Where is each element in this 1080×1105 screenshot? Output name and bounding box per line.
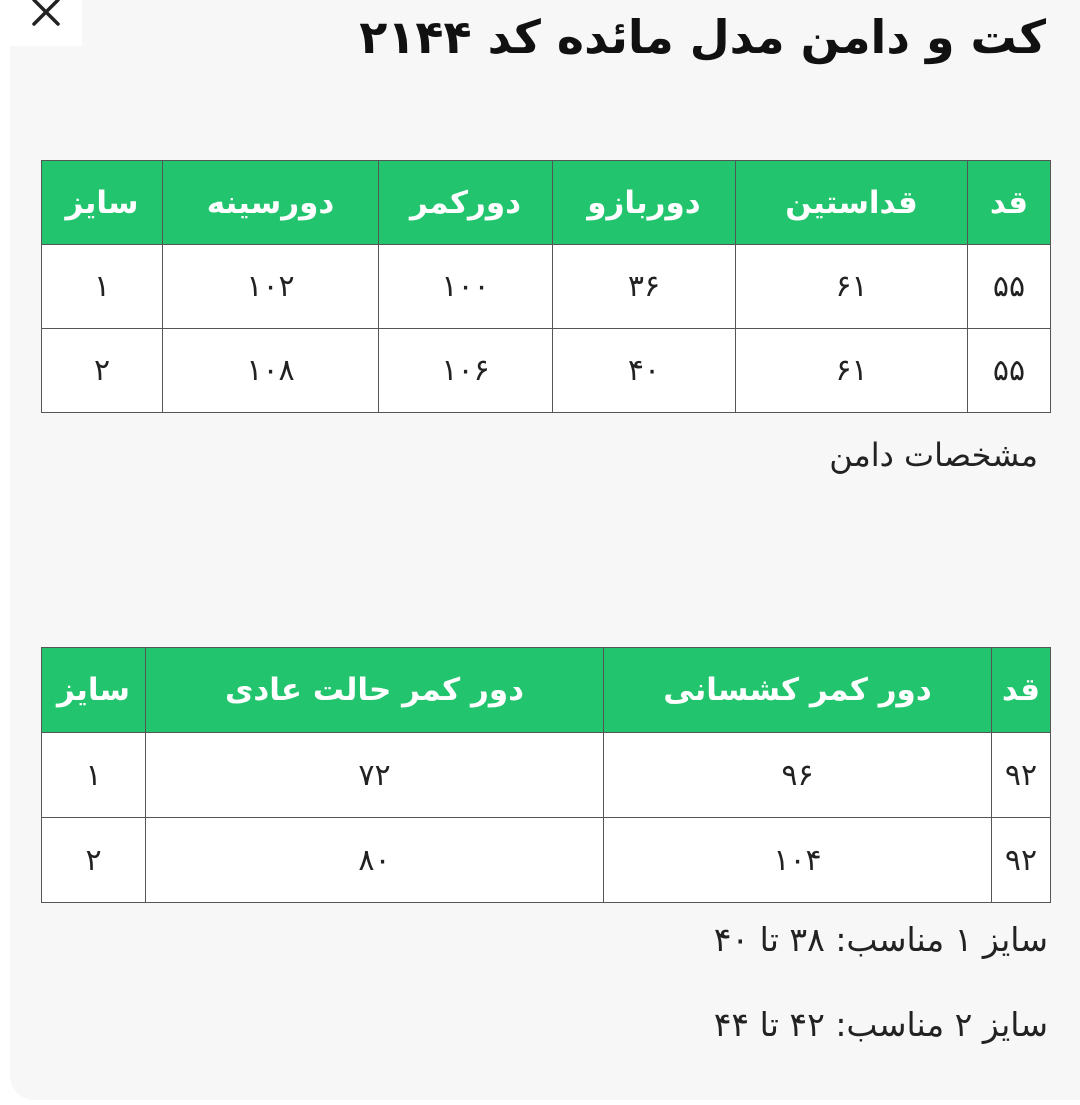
close-icon <box>28 0 64 30</box>
cell-arm-circumference: ۳۶ <box>553 245 736 329</box>
cell-elastic-waist: ۱۰۴ <box>604 818 992 903</box>
cell-size: ۲ <box>42 329 163 413</box>
table-header-row <box>42 648 1051 733</box>
header-waist: دورکمر <box>379 161 553 245</box>
cell-size: ۱ <box>42 245 163 329</box>
skirt-size-table <box>41 647 1051 903</box>
cell-waist: ۱۰۰ <box>379 245 553 329</box>
header-length: قد <box>992 648 1051 733</box>
cell-chest: ۱۰۸ <box>163 329 379 413</box>
header-elastic-waist: دور کمر کشسانی <box>604 648 992 733</box>
table-row <box>42 329 1051 413</box>
cell-size: ۲ <box>42 818 146 903</box>
header-chest: دورسینه <box>163 161 379 245</box>
skirt-specs-heading: مشخصات دامن <box>829 436 1038 474</box>
header-length: قد <box>968 161 1051 245</box>
size-1-note: سایز ۱ مناسب: ۳۸ تا ۴۰ <box>713 920 1048 959</box>
page-title: کت و دامن مدل مائده کد ۲۱۴۴ <box>359 10 1046 64</box>
table-header-row <box>42 161 1051 245</box>
cell-chest: ۱۰۲ <box>163 245 379 329</box>
header-size: سایز <box>42 648 146 733</box>
table-row <box>42 733 1051 818</box>
cell-length: ۹۲ <box>992 818 1051 903</box>
header-normal-waist: دور کمر حالت عادی <box>146 648 604 733</box>
header-arm-circumference: دوربازو <box>553 161 736 245</box>
table-row <box>42 245 1051 329</box>
cell-sleeve-length: ۶۱ <box>736 245 968 329</box>
cell-elastic-waist: ۹۶ <box>604 733 992 818</box>
close-button[interactable] <box>10 0 82 46</box>
header-size: سایز <box>42 161 163 245</box>
size-2-note: سایز ۲ مناسب: ۴۲ تا ۴۴ <box>713 1005 1048 1044</box>
cell-normal-waist: ۸۰ <box>146 818 604 903</box>
cell-normal-waist: ۷۲ <box>146 733 604 818</box>
size-chart-card <box>10 0 1080 1100</box>
cell-size: ۱ <box>42 733 146 818</box>
jacket-size-table <box>41 160 1051 413</box>
cell-length: ۵۵ <box>968 245 1051 329</box>
cell-sleeve-length: ۶۱ <box>736 329 968 413</box>
cell-waist: ۱۰۶ <box>379 329 553 413</box>
cell-arm-circumference: ۴۰ <box>553 329 736 413</box>
table-row <box>42 818 1051 903</box>
header-sleeve-length: قداستین <box>736 161 968 245</box>
cell-length: ۹۲ <box>992 733 1051 818</box>
cell-length: ۵۵ <box>968 329 1051 413</box>
